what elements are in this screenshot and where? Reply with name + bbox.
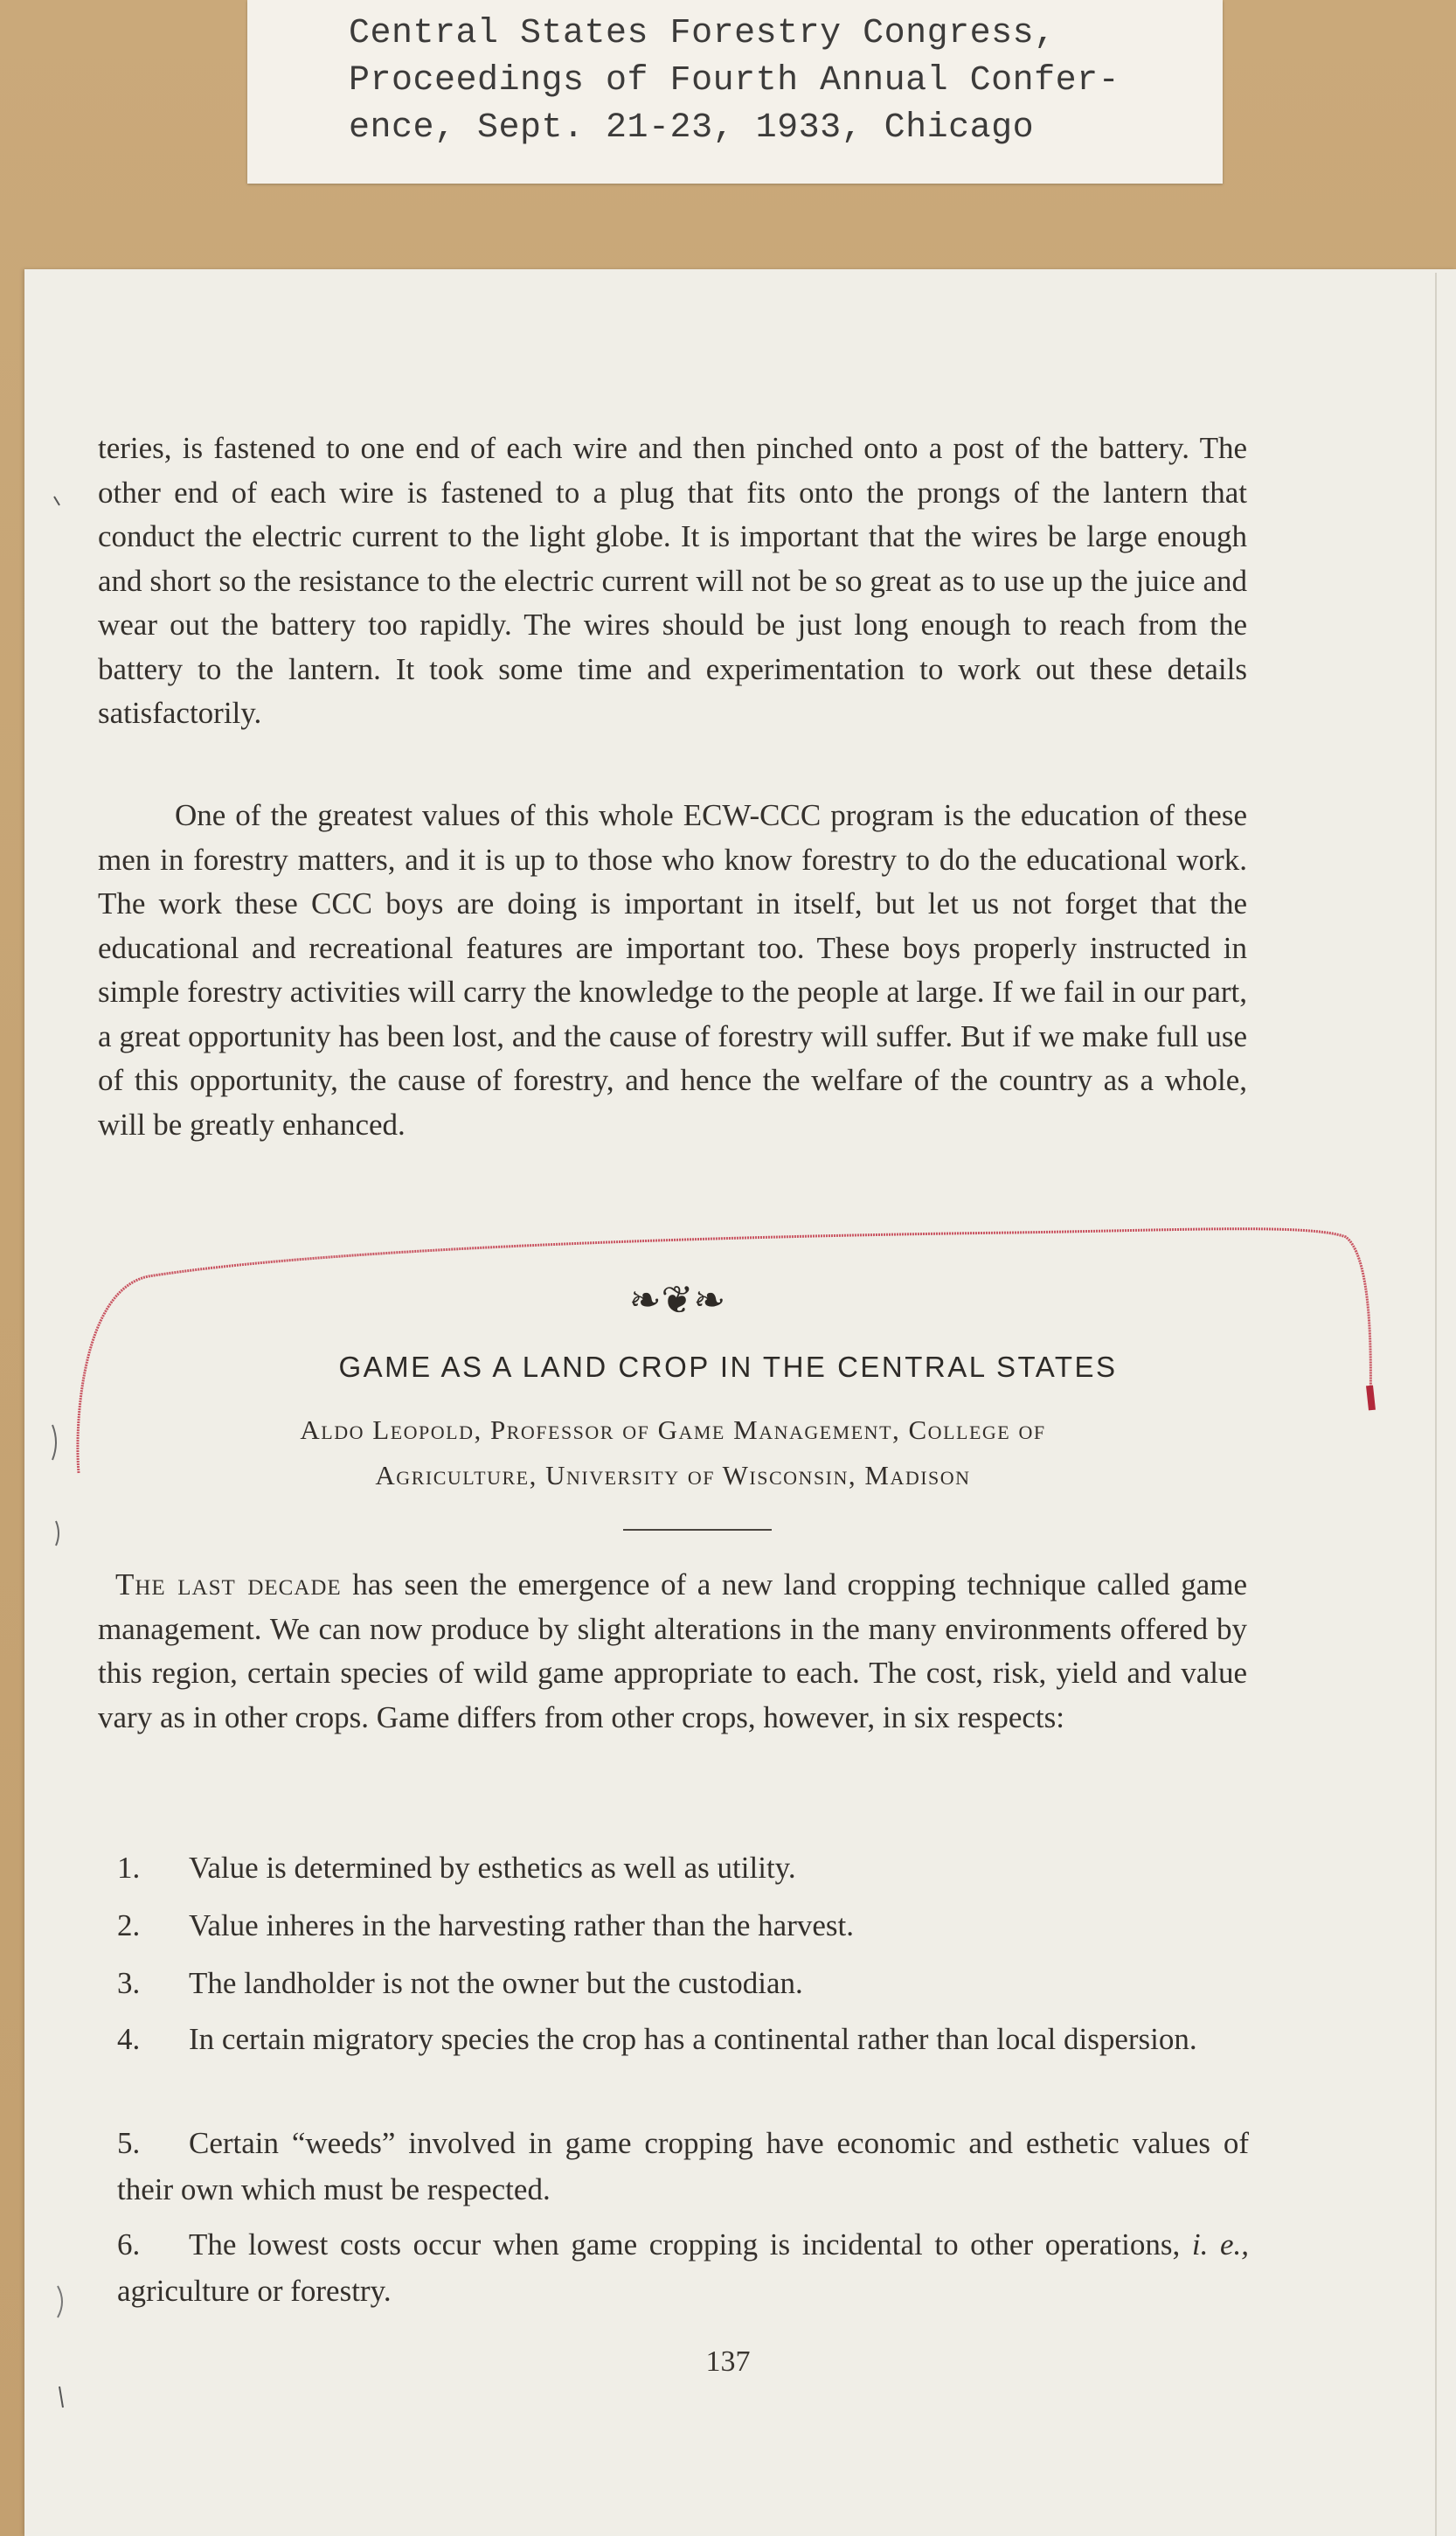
program-paragraph [98, 794, 1247, 1147]
intro-lead: The last decade [115, 1567, 342, 1602]
list-text: In certain migratory species the crop has a continental rather than local dispersion. [189, 2022, 1197, 2056]
paragraph-text: teries, is fastened to one end of each wire and then pinched onto a post of the battery. The other end of each wire is fastened to a plug that fits onto the prongs of the lantern that conduct the electric current to the light globe. It is important that the wires be large enough and short so the resistance to the electric current will not be so great as to use up the juice and wear out the battery too rapidly. The wires should be just long enough to reach from the battery to the lantern. It took some time and experimentation to work out these details satisfactorily. [98, 431, 1247, 730]
page-number: 137 [705, 2345, 751, 2378]
label-line: ence, Sept. 21-23, 1933, Chicago [349, 108, 1035, 148]
author-affiliation: Agriculture, University of Wisconsin, Madison [375, 1460, 971, 1490]
list-item [117, 2221, 1249, 2314]
list-text: Certain “weeds” involved in game cropping have economic and esthetic values of their own which must be respected. [117, 2126, 1249, 2206]
list-text: The landholder is not the owner but the custodian. [189, 1966, 803, 2000]
list-text: Value inheres in the harvesting rather than the harvest. [189, 1908, 854, 1942]
list-text: The lowest costs occur when game cropping is incidental to other operations, [189, 2227, 1192, 2262]
list-item [117, 1845, 1249, 1891]
list-item [117, 2016, 1249, 2062]
list-number: 4. [117, 2022, 141, 2056]
article-title: GAME AS A LAND CROP IN THE CENTRAL STATES [338, 1351, 1118, 1383]
list-text: Value is determined by esthetics as well as utility. [189, 1851, 796, 1885]
intro-text: has seen the emergence of a new land cropping technique called game management. We can now produce by slight alterations in the many environments offered by this region, certain species of wild game appropriate to each. The cost, risk, yield and value vary as in other crops. Game differs from other crops, however, in six respects: [98, 1567, 1247, 1734]
label-line: Proceedings of Fourth Annual Confer- [349, 61, 1120, 101]
page-edge [1435, 273, 1437, 2536]
list-number: 1. [117, 1851, 141, 1885]
ornament-icon: ❧❦❧ [628, 1279, 726, 1322]
list-item [117, 1960, 1249, 2006]
divider [623, 1529, 772, 1531]
continued-paragraph [98, 427, 1247, 736]
list-item [117, 1902, 1249, 1949]
list-text-italic: i. e., [1191, 2227, 1249, 2262]
list-item [117, 2120, 1249, 2213]
typewritten-label [247, 0, 1223, 184]
list-number: 2. [117, 1908, 141, 1942]
list-text: agriculture or forestry. [117, 2274, 392, 2308]
list-number: 5. [117, 2126, 141, 2160]
list-number: 6. [117, 2227, 141, 2262]
paragraph-text: One of the greatest values of this whole ECW-CCC program is the education of these men in forestry matters, and it is up to those who know forestry to do the educational work. The work these CCC boys are doing is important in itself, but let us not forget that the educational and recreational features are important too. These boys properly instructed in simple forestry activities will carry the knowledge to the people at large. If we fail in our part, a great opportunity has been lost, and the cause of forestry will suffer. But if we make full use of this opportunity, the cause of forestry, and hence the welfare of the country as a whole, will be greatly enhanced. [98, 798, 1247, 1142]
author-byline: Aldo Leopold, Professor of Game Management, College of [300, 1414, 1046, 1445]
list-number: 3. [117, 1966, 141, 2000]
intro-paragraph [98, 1563, 1247, 1740]
label-line: Central States Forestry Congress, [349, 14, 1056, 53]
